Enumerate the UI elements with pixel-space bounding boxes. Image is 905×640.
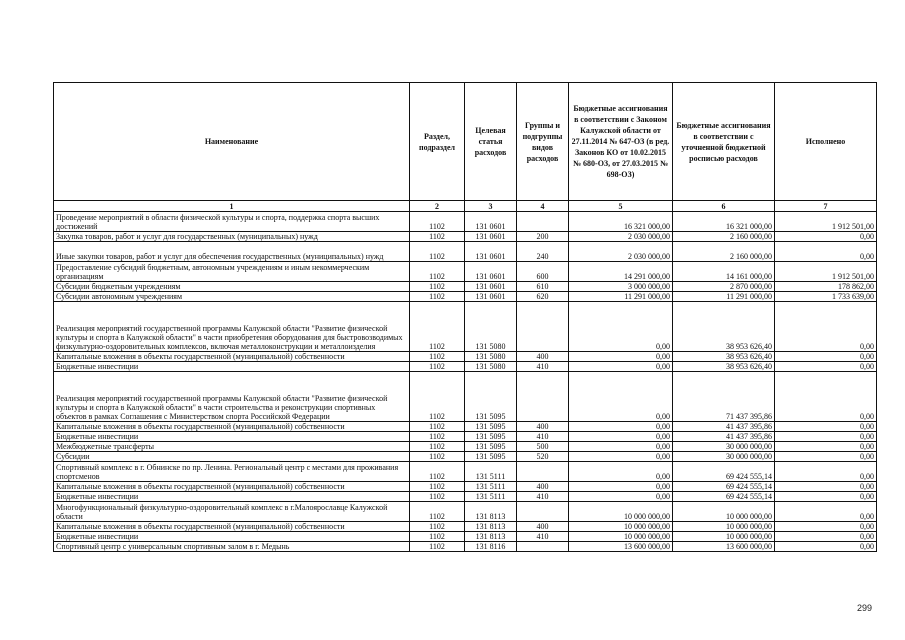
row-refined-amount: 38 953 626,40 (673, 352, 775, 362)
row-name: Спортивный центр с универсальным спортивным залом в г. Медынь (54, 542, 410, 552)
row-approved-amount: 2 030 000,00 (569, 242, 673, 262)
row-target-article: 131 0601 (465, 242, 517, 262)
row-target-article: 131 5080 (465, 352, 517, 362)
table-row (54, 422, 877, 432)
row-refined-amount: 10 000 000,00 (673, 522, 775, 532)
row-section-code: 1102 (410, 462, 465, 482)
row-expense-group: 620 (517, 292, 569, 302)
row-expense-group (517, 372, 569, 422)
row-executed-amount: 0,00 (775, 232, 877, 242)
row-refined-amount: 41 437 395,86 (673, 422, 775, 432)
row-section-code: 1102 (410, 522, 465, 532)
row-approved-amount: 10 000 000,00 (569, 532, 673, 542)
table-row (54, 212, 877, 232)
row-section-code: 1102 (410, 492, 465, 502)
header-name: Наименование (54, 83, 410, 201)
row-name: Реализация мероприятий государственной программы Калужской области "Развитие физической культуры и спорта в Калужской области" в части приобретения оборудования для быстровозводимых физкультурно-оздоровительных комплексов, включая металлоконструкции и металлоизделия (54, 302, 410, 352)
row-section-code: 1102 (410, 352, 465, 362)
row-expense-group: 410 (517, 492, 569, 502)
row-name: Иные закупки товаров, работ и услуг для обеспечения государственных (муниципальных) нужд (54, 242, 410, 262)
budget-table (53, 82, 877, 552)
row-expense-group: 520 (517, 452, 569, 462)
row-executed-amount: 0,00 (775, 302, 877, 352)
row-section-code: 1102 (410, 302, 465, 352)
row-approved-amount: 0,00 (569, 442, 673, 452)
row-expense-group: 400 (517, 482, 569, 492)
row-section-code: 1102 (410, 422, 465, 432)
row-approved-amount: 0,00 (569, 482, 673, 492)
row-executed-amount: 0,00 (775, 352, 877, 362)
row-refined-amount: 2 160 000,00 (673, 242, 775, 262)
row-expense-group: 400 (517, 352, 569, 362)
row-target-article: 131 8116 (465, 542, 517, 552)
row-expense-group (517, 502, 569, 522)
row-name: Капитальные вложения в объекты государственной (муниципальной) собственности (54, 482, 410, 492)
row-refined-amount: 30 000 000,00 (673, 442, 775, 452)
header-expense-group: Группы и подгруппы видов расходов (517, 83, 569, 201)
table-row (54, 442, 877, 452)
row-section-code: 1102 (410, 282, 465, 292)
row-approved-amount: 2 030 000,00 (569, 232, 673, 242)
row-name: Капитальные вложения в объекты государственной (муниципальной) собственности (54, 352, 410, 362)
row-target-article: 131 5111 (465, 492, 517, 502)
header-refined-allocations: Бюджетные ассигнования в соответствии с уточненной бюджетной росписью расходов (673, 83, 775, 201)
table-row (54, 502, 877, 522)
row-target-article: 131 8113 (465, 532, 517, 542)
row-name: Закупка товаров, работ и услуг для государственных (муниципальных) нужд (54, 232, 410, 242)
row-section-code: 1102 (410, 432, 465, 442)
row-expense-group: 200 (517, 232, 569, 242)
row-executed-amount: 0,00 (775, 452, 877, 462)
row-section-code: 1102 (410, 542, 465, 552)
row-refined-amount: 10 000 000,00 (673, 532, 775, 542)
row-executed-amount: 0,00 (775, 422, 877, 432)
row-refined-amount: 10 000 000,00 (673, 502, 775, 522)
table-row (54, 462, 877, 482)
row-approved-amount: 0,00 (569, 352, 673, 362)
row-refined-amount: 41 437 395,86 (673, 432, 775, 442)
row-section-code: 1102 (410, 502, 465, 522)
table-row (54, 542, 877, 552)
row-name: Капитальные вложения в объекты государственной (муниципальной) собственности (54, 422, 410, 432)
row-expense-group: 600 (517, 262, 569, 282)
row-section-code: 1102 (410, 242, 465, 262)
row-target-article: 131 5095 (465, 452, 517, 462)
row-executed-amount: 0,00 (775, 242, 877, 262)
table-row (54, 262, 877, 282)
column-number: 7 (775, 201, 877, 212)
row-name: Бюджетные инвестиции (54, 362, 410, 372)
header-row (54, 83, 877, 201)
row-section-code: 1102 (410, 362, 465, 372)
table-row (54, 492, 877, 502)
column-number: 4 (517, 201, 569, 212)
column-number: 5 (569, 201, 673, 212)
row-target-article: 131 8113 (465, 522, 517, 532)
column-number: 6 (673, 201, 775, 212)
row-refined-amount: 14 161 000,00 (673, 262, 775, 282)
row-approved-amount: 0,00 (569, 452, 673, 462)
row-approved-amount: 14 291 000,00 (569, 262, 673, 282)
row-refined-amount: 30 000 000,00 (673, 452, 775, 462)
row-refined-amount: 69 424 555,14 (673, 462, 775, 482)
table-row (54, 232, 877, 242)
table-body (54, 201, 877, 552)
row-approved-amount: 11 291 000,00 (569, 292, 673, 302)
table-row (54, 242, 877, 262)
row-approved-amount: 0,00 (569, 462, 673, 482)
row-executed-amount: 0,00 (775, 502, 877, 522)
row-expense-group (517, 462, 569, 482)
column-number: 3 (465, 201, 517, 212)
row-executed-amount: 0,00 (775, 542, 877, 552)
row-executed-amount: 0,00 (775, 482, 877, 492)
row-refined-amount: 38 953 626,40 (673, 362, 775, 372)
row-target-article: 131 0601 (465, 262, 517, 282)
table-row (54, 362, 877, 372)
row-target-article: 131 5080 (465, 362, 517, 372)
row-expense-group (517, 302, 569, 352)
row-approved-amount: 0,00 (569, 302, 673, 352)
row-target-article: 131 0601 (465, 292, 517, 302)
row-target-article: 131 5111 (465, 462, 517, 482)
row-executed-amount: 0,00 (775, 442, 877, 452)
row-name: Межбюджетные трансферты (54, 442, 410, 452)
row-target-article: 131 0601 (465, 212, 517, 232)
row-target-article: 131 5095 (465, 432, 517, 442)
header-target-article: Целевая статья расходов (465, 83, 517, 201)
table-row (54, 352, 877, 362)
row-refined-amount: 2 160 000,00 (673, 232, 775, 242)
table-row (54, 482, 877, 492)
row-target-article: 131 5095 (465, 422, 517, 432)
header-executed: Исполнено (775, 83, 877, 201)
row-target-article: 131 5080 (465, 302, 517, 352)
row-executed-amount: 0,00 (775, 532, 877, 542)
row-name: Капитальные вложения в объекты государственной (муниципальной) собственности (54, 522, 410, 532)
row-executed-amount: 1 733 639,00 (775, 292, 877, 302)
row-name: Бюджетные инвестиции (54, 532, 410, 542)
table-row (54, 532, 877, 542)
row-refined-amount: 11 291 000,00 (673, 292, 775, 302)
row-expense-group (517, 212, 569, 232)
column-number-row (54, 201, 877, 212)
row-executed-amount: 1 912 501,00 (775, 212, 877, 232)
row-section-code: 1102 (410, 532, 465, 542)
row-target-article: 131 5095 (465, 372, 517, 422)
row-refined-amount: 2 870 000,00 (673, 282, 775, 292)
row-name: Бюджетные инвестиции (54, 492, 410, 502)
row-refined-amount: 13 600 000,00 (673, 542, 775, 552)
row-name: Многофункциональный физкультурно-оздоровительный комплекс в г.Малоярославце Калужской области (54, 502, 410, 522)
column-number: 1 (54, 201, 410, 212)
row-expense-group: 400 (517, 522, 569, 532)
row-section-code: 1102 (410, 442, 465, 452)
row-executed-amount: 0,00 (775, 362, 877, 372)
row-expense-group: 410 (517, 532, 569, 542)
row-executed-amount: 1 912 501,00 (775, 262, 877, 282)
page-number: 299 (857, 603, 873, 613)
row-refined-amount: 71 437 395,86 (673, 372, 775, 422)
row-refined-amount: 69 424 555,14 (673, 482, 775, 492)
header-approved-allocations: Бюджетные ассигнования в соответствии с Законом Калужской области от 27.11.2014 № 647-ОЗ (в ред. Законов КО от 10.02.2015 № 680-ОЗ, от 27.03.2015 № 698-ОЗ) (569, 83, 673, 201)
table-row (54, 372, 877, 422)
row-name: Проведение мероприятий в области физической культуры и спорта, поддержка спорта высших достижений (54, 212, 410, 232)
row-section-code: 1102 (410, 262, 465, 282)
row-approved-amount: 16 321 000,00 (569, 212, 673, 232)
row-name: Субсидии бюджетным учреждениям (54, 282, 410, 292)
row-target-article: 131 0601 (465, 232, 517, 242)
row-approved-amount: 10 000 000,00 (569, 522, 673, 532)
row-section-code: 1102 (410, 292, 465, 302)
row-expense-group: 610 (517, 282, 569, 292)
table-row (54, 452, 877, 462)
row-approved-amount: 0,00 (569, 422, 673, 432)
row-refined-amount: 16 321 000,00 (673, 212, 775, 232)
table-row (54, 292, 877, 302)
table-row (54, 302, 877, 352)
row-expense-group: 410 (517, 432, 569, 442)
row-section-code: 1102 (410, 482, 465, 492)
row-section-code: 1102 (410, 452, 465, 462)
row-approved-amount: 13 600 000,00 (569, 542, 673, 552)
row-approved-amount: 10 000 000,00 (569, 502, 673, 522)
row-approved-amount: 0,00 (569, 372, 673, 422)
row-executed-amount: 178 862,00 (775, 282, 877, 292)
row-target-article: 131 0601 (465, 282, 517, 292)
row-refined-amount: 38 953 626,40 (673, 302, 775, 352)
row-expense-group: 400 (517, 422, 569, 432)
header-section: Раздел, подраздел (410, 83, 465, 201)
row-name: Реализация мероприятий государственной программы Калужской области "Развитие физической культуры и спорта в Калужской области" в части строительства и реконструкции спортивных объектов в рамках Соглашения с Министерством спорта Российской Федерации (54, 372, 410, 422)
row-approved-amount: 0,00 (569, 362, 673, 372)
row-approved-amount: 0,00 (569, 432, 673, 442)
row-expense-group (517, 542, 569, 552)
row-section-code: 1102 (410, 372, 465, 422)
row-name: Бюджетные инвестиции (54, 432, 410, 442)
row-name: Спортивный комплекс в г. Обнинске по пр. Ленина. Региональный центр с местами для проживания спортсменов (54, 462, 410, 482)
row-approved-amount: 0,00 (569, 492, 673, 502)
row-executed-amount: 0,00 (775, 462, 877, 482)
table-row (54, 522, 877, 532)
row-target-article: 131 5095 (465, 442, 517, 452)
row-name: Субсидии (54, 452, 410, 462)
row-expense-group: 410 (517, 362, 569, 372)
row-executed-amount: 0,00 (775, 492, 877, 502)
column-number: 2 (410, 201, 465, 212)
row-section-code: 1102 (410, 232, 465, 242)
row-approved-amount: 3 000 000,00 (569, 282, 673, 292)
row-section-code: 1102 (410, 212, 465, 232)
row-executed-amount: 0,00 (775, 372, 877, 422)
table-row (54, 282, 877, 292)
row-target-article: 131 5111 (465, 482, 517, 492)
table-row (54, 432, 877, 442)
row-expense-group: 500 (517, 442, 569, 452)
row-expense-group: 240 (517, 242, 569, 262)
row-name: Субсидии автономным учреждениям (54, 292, 410, 302)
row-executed-amount: 0,00 (775, 432, 877, 442)
row-name: Предоставление субсидий бюджетным, автономным учреждениям и иным некоммерческим организациям (54, 262, 410, 282)
row-refined-amount: 69 424 555,14 (673, 492, 775, 502)
row-target-article: 131 8113 (465, 502, 517, 522)
row-executed-amount: 0,00 (775, 522, 877, 532)
